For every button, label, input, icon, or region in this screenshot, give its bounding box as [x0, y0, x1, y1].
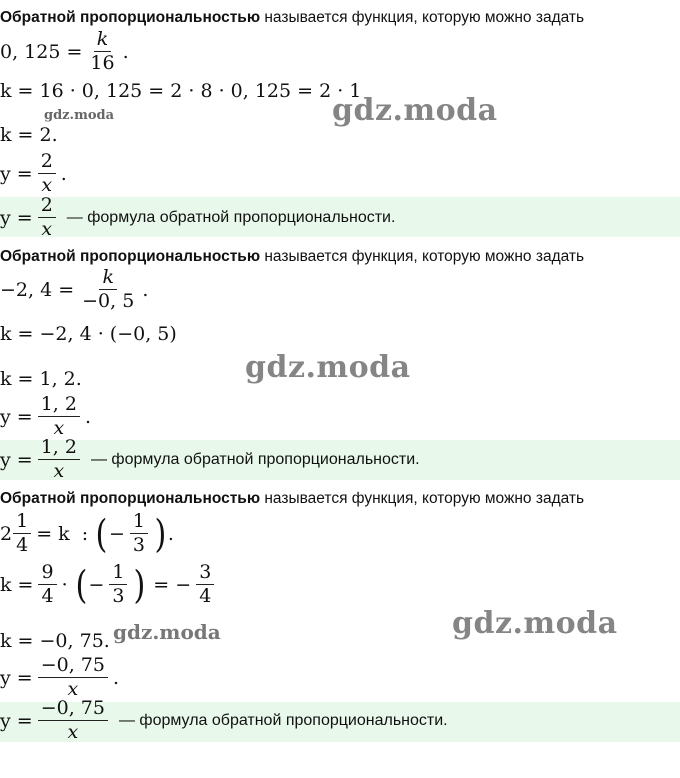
eq-equals: = − [153, 573, 192, 596]
eq-period: . [167, 522, 174, 545]
equation-3-4 [0, 656, 119, 699]
fraction-denominator: 4 [41, 585, 54, 607]
eq-period: . [112, 666, 120, 689]
fraction-denominator: −0, 5 [82, 290, 135, 312]
fraction-numerator: 2 [38, 152, 56, 174]
eq-left: y = [0, 162, 33, 185]
fraction [109, 563, 127, 606]
definition-rest: называется функция, которую можно задать [260, 9, 585, 26]
eq-text: k = 2. [0, 124, 58, 146]
eq-text: k = −0, 75. [0, 630, 110, 652]
fraction [38, 563, 56, 606]
definition-line-1 [0, 8, 584, 28]
mixed-whole: 2 [0, 522, 13, 545]
eq-left: y = [0, 206, 33, 229]
watermark-small-1: gdz.moda [44, 108, 115, 123]
fraction-denominator: x [67, 721, 79, 743]
equation-2-4 [0, 395, 91, 438]
watermark-large-2: gdz.moda [245, 350, 411, 385]
fraction-numerator: −0, 75 [38, 656, 108, 678]
equation-2-3 [0, 368, 82, 390]
eq-text: k = −2, 4 · (−0, 5) [0, 323, 177, 345]
definition-term: Обратной пропорциональностью [0, 9, 261, 26]
equation-1-2 [0, 80, 361, 102]
definition-term: Обратной пропорциональностью [0, 248, 261, 265]
definition-rest: называется функция, которую можно задать [260, 248, 585, 265]
fraction-denominator: 4 [16, 534, 29, 556]
fraction-numerator: k [102, 266, 114, 288]
watermark-large-3: gdz.moda [452, 606, 618, 641]
paren-open: ( [75, 562, 87, 607]
eq-period: . [122, 40, 129, 63]
eq-left: y = [0, 405, 33, 428]
eq-period: . [142, 278, 149, 301]
eq-period: . [60, 162, 67, 185]
eq-text: k = 16 · 0, 125 = 2 · 8 · 0, 125 = 2 · 1 [0, 80, 362, 102]
fraction-denominator: 3 [132, 534, 145, 556]
dot-operator: · [61, 573, 68, 596]
eq-left: y = [0, 666, 33, 689]
definition-line-3 [0, 489, 584, 509]
definition-line-2 [0, 247, 584, 267]
fraction-numerator: 1, 2 [38, 438, 80, 460]
equation-2-1 [0, 268, 148, 311]
eq-text: k = 1, 2. [0, 368, 82, 390]
formula-caption: — формула обратной пропорциональности. [90, 450, 420, 468]
definition-term: Обратной пропорциональностью [0, 490, 261, 507]
paren-close: ) [154, 511, 167, 556]
paren-open: ( [95, 511, 108, 556]
fraction-denominator: x [53, 460, 65, 482]
fraction [79, 268, 137, 311]
eq-left: y = [0, 709, 33, 732]
equation-1-1 [0, 30, 129, 73]
fraction-numerator: 2 [38, 196, 56, 218]
fraction [13, 512, 31, 555]
fraction [38, 152, 56, 195]
fraction-numerator: 1 [130, 512, 148, 534]
equation-2-2 [0, 323, 177, 345]
eq-period: . [84, 405, 92, 428]
fraction-denominator: x [41, 218, 53, 240]
inner-sign: − [108, 522, 125, 545]
fraction-numerator: 3 [196, 563, 214, 585]
definition-rest: называется функция, которую можно задать [260, 490, 585, 507]
equation-1-5 [0, 196, 395, 239]
fraction-numerator: 1 [13, 512, 31, 534]
watermark-medium: gdz.moda [113, 620, 221, 644]
fraction-denominator: 16 [90, 52, 115, 74]
fraction [38, 656, 108, 699]
fraction [87, 30, 117, 73]
fraction-denominator: x [41, 174, 53, 196]
fraction [196, 563, 214, 606]
equation-3-2 [0, 563, 219, 606]
equation-1-4 [0, 152, 67, 195]
eq-left: y = [0, 448, 33, 471]
fraction [130, 512, 148, 555]
equation-2-5 [0, 438, 420, 481]
fraction-denominator: 3 [112, 585, 125, 607]
eq-left: 0, 125 = [0, 40, 83, 63]
eq-left: k = [0, 573, 34, 596]
equation-3-1 [0, 512, 174, 555]
equation-3-3 [0, 630, 110, 652]
fraction [38, 699, 108, 742]
fraction-denominator: x [67, 678, 79, 700]
fraction [38, 196, 56, 239]
formula-caption: — формула обратной пропорциональности. [66, 208, 396, 226]
fraction-numerator: 1 [109, 563, 127, 585]
fraction-denominator: 4 [199, 585, 212, 607]
formula-caption: — формула обратной пропорциональности. [118, 711, 448, 729]
fraction-denominator: x [53, 417, 65, 439]
equation-3-5 [0, 699, 448, 742]
fraction [38, 395, 80, 438]
fraction-numerator: 9 [38, 563, 56, 585]
watermark-large-1: gdz.moda [332, 93, 498, 128]
eq-left: −2, 4 = [0, 278, 75, 301]
fraction [38, 438, 80, 481]
inner-sign: − [88, 573, 105, 596]
fraction-numerator: k [96, 28, 109, 50]
paren-close: ) [133, 562, 146, 607]
fraction-numerator: −0, 75 [38, 699, 108, 721]
eq-middle: = k : [36, 522, 89, 545]
equation-1-3 [0, 124, 58, 146]
fraction-numerator: 1, 2 [38, 395, 80, 417]
